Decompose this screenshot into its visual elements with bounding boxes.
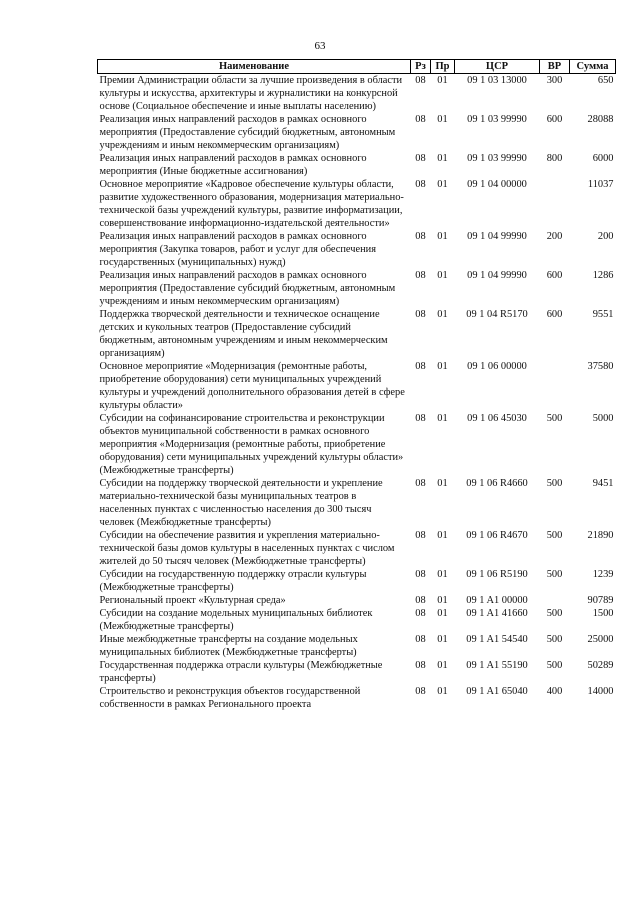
cell-name: Субсидии на поддержку творческой деятельности и укрепление материально-технической базы муниципальных театров в населенных пунктах с численностью населения до 300 тысяч человек (Межбюджетные трансферты) bbox=[99, 478, 383, 528]
cell-sum: 9451 bbox=[592, 478, 614, 489]
page-number: 63 bbox=[314, 40, 326, 52]
cell-rz: 08 bbox=[415, 361, 426, 372]
cell-sum: 1239 bbox=[592, 569, 614, 580]
cell-pr: 01 bbox=[437, 309, 448, 320]
cell-sum: 1500 bbox=[592, 608, 614, 619]
cell-pr: 01 bbox=[437, 595, 448, 606]
cell-sum: 50289 bbox=[587, 660, 614, 671]
header-pr: Пр bbox=[431, 60, 455, 74]
cell-pr: 01 bbox=[437, 153, 448, 164]
cell-vr bbox=[540, 178, 570, 230]
table-row bbox=[98, 230, 616, 269]
cell-vr: 600 bbox=[546, 270, 563, 281]
cell-pr: 01 bbox=[437, 114, 448, 125]
cell-rz: 08 bbox=[415, 569, 426, 580]
cell-sum: 6000 bbox=[592, 153, 614, 164]
cell-name: Реализация иных направлений расходов в рамках основного мероприятия (Предоставление субсидий бюджетным, автономным учреждениям и иным некоммерческим организациям) bbox=[99, 114, 396, 151]
table-row bbox=[98, 633, 616, 659]
cell-sum: 9551 bbox=[592, 309, 614, 320]
cell-vr: 500 bbox=[546, 634, 563, 645]
cell-name: Строительство и реконструкция объектов государственной собственности в рамках Регионального проекта bbox=[99, 686, 361, 710]
cell-pr: 01 bbox=[437, 634, 448, 645]
cell-pr: 01 bbox=[437, 75, 448, 86]
budget-table bbox=[97, 59, 616, 711]
cell-csr: 09 1 A1 65040 bbox=[466, 686, 528, 697]
cell-pr: 01 bbox=[437, 478, 448, 489]
cell-sum: 21890 bbox=[587, 530, 614, 541]
cell-name: Субсидии на государственную поддержку отрасли культуры (Межбюджетные трансферты) bbox=[99, 569, 367, 593]
cell-vr: 300 bbox=[546, 75, 563, 86]
cell-rz: 08 bbox=[415, 478, 426, 489]
cell-csr: 09 1 06 00000 bbox=[467, 361, 527, 372]
header-vr: ВР bbox=[540, 60, 570, 74]
table-row bbox=[98, 360, 616, 412]
cell-vr: 500 bbox=[546, 660, 563, 671]
cell-pr: 01 bbox=[437, 179, 448, 190]
cell-vr: 200 bbox=[546, 231, 563, 242]
cell-sum: 1286 bbox=[592, 270, 614, 281]
cell-sum: 11037 bbox=[587, 179, 614, 190]
table-row bbox=[98, 477, 616, 529]
cell-pr: 01 bbox=[437, 608, 448, 619]
cell-vr: 500 bbox=[546, 608, 563, 619]
cell-name: Субсидии на обеспечение развития и укрепления материально-технической базы домов культуры в населенных пунктах с числом жителей до 50 тысяч человек (Межбюджетные трансферты) bbox=[99, 530, 395, 567]
cell-name: Субсидии на софинансирование строительства и реконструкции объектов муниципальной собственности в рамках основного мероприятия «Модернизация (ремонтные работы, приобретение оборудования) сети муниципальных учреждений культуры области» (Межбюджетные трансферты) bbox=[99, 413, 404, 476]
header-rz: Рз bbox=[411, 60, 431, 74]
cell-csr: 09 1 A1 54540 bbox=[466, 634, 528, 645]
cell-sum: 28088 bbox=[587, 114, 614, 125]
table-row bbox=[98, 594, 616, 607]
cell-csr: 09 1 06 R5190 bbox=[466, 569, 528, 580]
cell-name: Реализация иных направлений расходов в рамках основного мероприятия (Предоставление субсидий бюджетным, автономным учреждениям и иным некоммерческим организациям) bbox=[99, 270, 396, 307]
header-csr: ЦСР bbox=[455, 60, 540, 74]
cell-rz: 08 bbox=[415, 686, 426, 697]
cell-vr: 600 bbox=[546, 309, 563, 320]
cell-csr: 09 1 A1 55190 bbox=[466, 660, 528, 671]
table-row bbox=[98, 178, 616, 230]
cell-name: Премии Администрации области за лучшие произведения в области культуры и искусства, архитектуры и журналистики на конкурсной основе (Социальное обеспечение и иные выплаты населению) bbox=[99, 75, 403, 112]
cell-vr: 500 bbox=[546, 530, 563, 541]
cell-rz: 08 bbox=[415, 179, 426, 190]
cell-rz: 08 bbox=[415, 231, 426, 242]
cell-csr: 09 1 A1 41660 bbox=[466, 608, 528, 619]
cell-sum: 200 bbox=[597, 231, 614, 242]
cell-name: Реализация иных направлений расходов в рамках основного мероприятия (Закупка товаров, работ и услуг для обеспечения государственных (муниципальных) нужд) bbox=[99, 231, 376, 268]
cell-rz: 08 bbox=[415, 153, 426, 164]
cell-vr: 800 bbox=[546, 153, 563, 164]
cell-pr: 01 bbox=[437, 569, 448, 580]
table-header-row bbox=[98, 60, 616, 74]
cell-vr: 400 bbox=[546, 686, 563, 697]
cell-rz: 08 bbox=[415, 114, 426, 125]
cell-csr: 09 1 04 R5170 bbox=[466, 309, 528, 320]
cell-pr: 01 bbox=[437, 231, 448, 242]
cell-vr bbox=[540, 360, 570, 412]
cell-csr: 09 1 03 99990 bbox=[467, 114, 527, 125]
cell-name: Иные межбюджетные трансферты на создание модельных муниципальных библиотек (Межбюджетные трансферты) bbox=[99, 634, 358, 658]
table-row bbox=[98, 685, 616, 711]
header-name: Наименование bbox=[98, 60, 411, 74]
cell-sum: 90789 bbox=[587, 595, 614, 606]
cell-csr: 09 1 04 99990 bbox=[467, 270, 527, 281]
cell-name: Субсидии на создание модельных муниципальных библиотек (Межбюджетные трансферты) bbox=[99, 608, 373, 632]
cell-name: Государственная поддержка отрасли культуры (Межбюджетные трансферты) bbox=[99, 660, 383, 684]
cell-name: Основное мероприятие «Кадровое обеспечение культуры области, развитие художественного образования, модернизация материально-технической базы учреждений культуры, развитие информатизации, совершенствование информационно-издательской деятельности» bbox=[99, 179, 404, 229]
cell-csr: 09 1 A1 00000 bbox=[466, 595, 528, 606]
table-row bbox=[98, 607, 616, 633]
table-row bbox=[98, 269, 616, 308]
cell-name: Поддержка творческой деятельности и техническое оснащение детских и кукольных театров (Предоставление субсидий бюджетным, автономным учреждениям и иным некоммерческим организациям) bbox=[99, 309, 388, 359]
cell-name: Региональный проект «Культурная среда» bbox=[99, 595, 286, 606]
table-row bbox=[98, 659, 616, 685]
cell-sum: 14000 bbox=[587, 686, 614, 697]
cell-vr bbox=[540, 594, 570, 607]
header-sum: Сумма bbox=[570, 60, 616, 74]
cell-pr: 01 bbox=[437, 530, 448, 541]
cell-rz: 08 bbox=[415, 660, 426, 671]
table-row bbox=[98, 113, 616, 152]
cell-sum: 37580 bbox=[587, 361, 614, 372]
cell-pr: 01 bbox=[437, 686, 448, 697]
cell-csr: 09 1 03 13000 bbox=[467, 75, 527, 86]
cell-csr: 09 1 06 45030 bbox=[467, 413, 527, 424]
cell-rz: 08 bbox=[415, 413, 426, 424]
cell-csr: 09 1 06 R4660 bbox=[466, 478, 528, 489]
cell-csr: 09 1 04 00000 bbox=[467, 179, 527, 190]
cell-rz: 08 bbox=[415, 530, 426, 541]
cell-pr: 01 bbox=[437, 660, 448, 671]
cell-vr: 500 bbox=[546, 478, 563, 489]
cell-vr: 500 bbox=[546, 569, 563, 580]
table-row bbox=[98, 308, 616, 360]
table-row bbox=[98, 152, 616, 178]
table-row bbox=[98, 568, 616, 594]
table-row bbox=[98, 74, 616, 114]
cell-rz: 08 bbox=[415, 309, 426, 320]
cell-rz: 08 bbox=[415, 608, 426, 619]
cell-rz: 08 bbox=[415, 75, 426, 86]
table-row bbox=[98, 412, 616, 477]
cell-vr: 500 bbox=[546, 413, 563, 424]
cell-sum: 650 bbox=[597, 75, 614, 86]
cell-rz: 08 bbox=[415, 634, 426, 645]
cell-csr: 09 1 04 99990 bbox=[467, 231, 527, 242]
cell-name: Основное мероприятие «Модернизация (ремонтные работы, приобретение оборудования) сети муниципальных учреждений культуры и учреждений дополнительного образования детей в сфере культуры области» bbox=[99, 361, 405, 411]
cell-pr: 01 bbox=[437, 361, 448, 372]
cell-rz: 08 bbox=[415, 595, 426, 606]
cell-sum: 25000 bbox=[587, 634, 614, 645]
cell-pr: 01 bbox=[437, 270, 448, 281]
cell-sum: 5000 bbox=[592, 413, 614, 424]
cell-rz: 08 bbox=[415, 270, 426, 281]
cell-pr: 01 bbox=[437, 413, 448, 424]
cell-csr: 09 1 06 R4670 bbox=[466, 530, 528, 541]
cell-name: Реализация иных направлений расходов в рамках основного мероприятия (Иные бюджетные ассигнования) bbox=[99, 153, 367, 177]
table-row bbox=[98, 529, 616, 568]
cell-vr: 600 bbox=[546, 114, 563, 125]
cell-csr: 09 1 03 99990 bbox=[467, 153, 527, 164]
